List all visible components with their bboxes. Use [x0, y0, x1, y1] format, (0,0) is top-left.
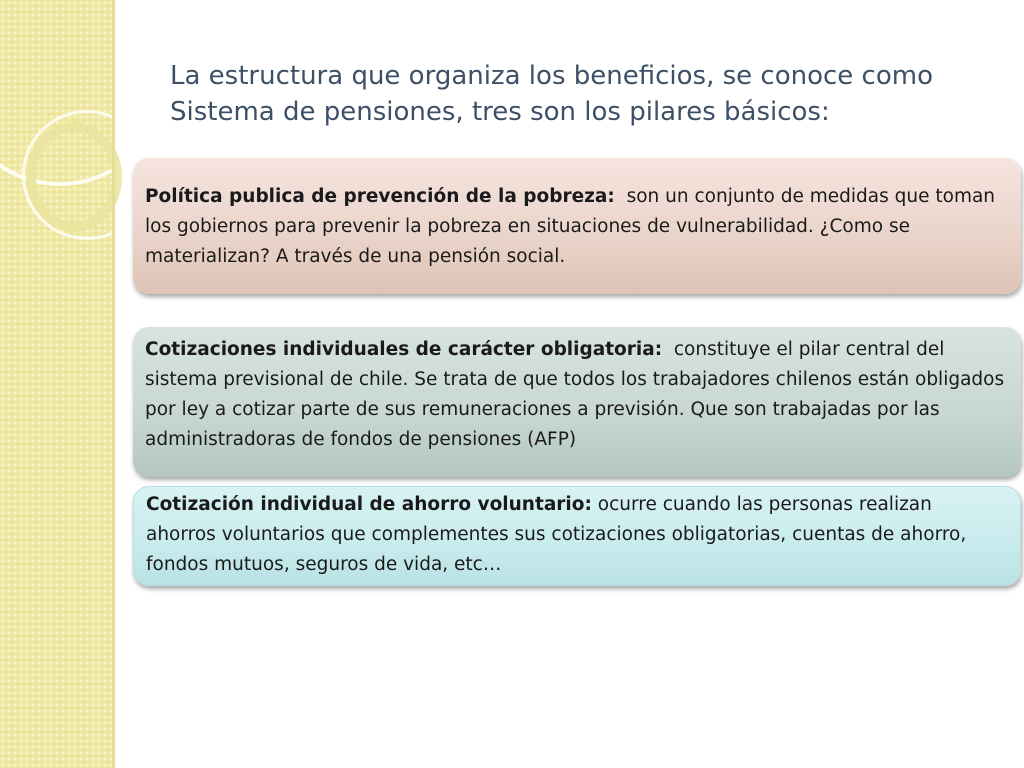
pillar-heading: Política publica de prevención de la pobreza: — [145, 186, 615, 207]
pillar-box-ahorro-voluntario — [133, 486, 1021, 586]
pillar-text: ocurre cuando las personas realizan ahorros voluntarios que complementes sus cotizaciones obligatorias, cuentas de ahorro, fondos mutuos, seguros de vida, etc… — [146, 494, 967, 575]
pillar-heading: Cotización individual de ahorro voluntario: — [146, 494, 592, 515]
pillar-heading: Cotizaciones individuales de carácter obligatoria: — [145, 339, 663, 360]
pillar-text: son un conjunto de medidas que toman los gobiernos para prevenir la pobreza en situaciones de vulnerabilidad. ¿Como se materializan? A través de una pensión social. — [145, 186, 996, 267]
decorative-side-strip — [0, 0, 112, 768]
pillar-box-cotizaciones-obligatorias — [133, 327, 1021, 477]
pillar-text: constituye el pilar central del sistema previsional de chile. Se trata de que todos los trabajadores chilenos están obligados por ley a cotizar parte de sus remuneraciones a previsión. Que son trabajadas por las administradoras de fondos de pensiones (AFP) — [145, 339, 1005, 450]
side-strip-edge — [112, 0, 115, 768]
pillar-box-prevencion-pobreza — [133, 158, 1021, 294]
slide-title: La estructura que organiza los beneficios, se conoce como Sistema de pensiones, tres son los pilares básicos: — [170, 61, 933, 127]
